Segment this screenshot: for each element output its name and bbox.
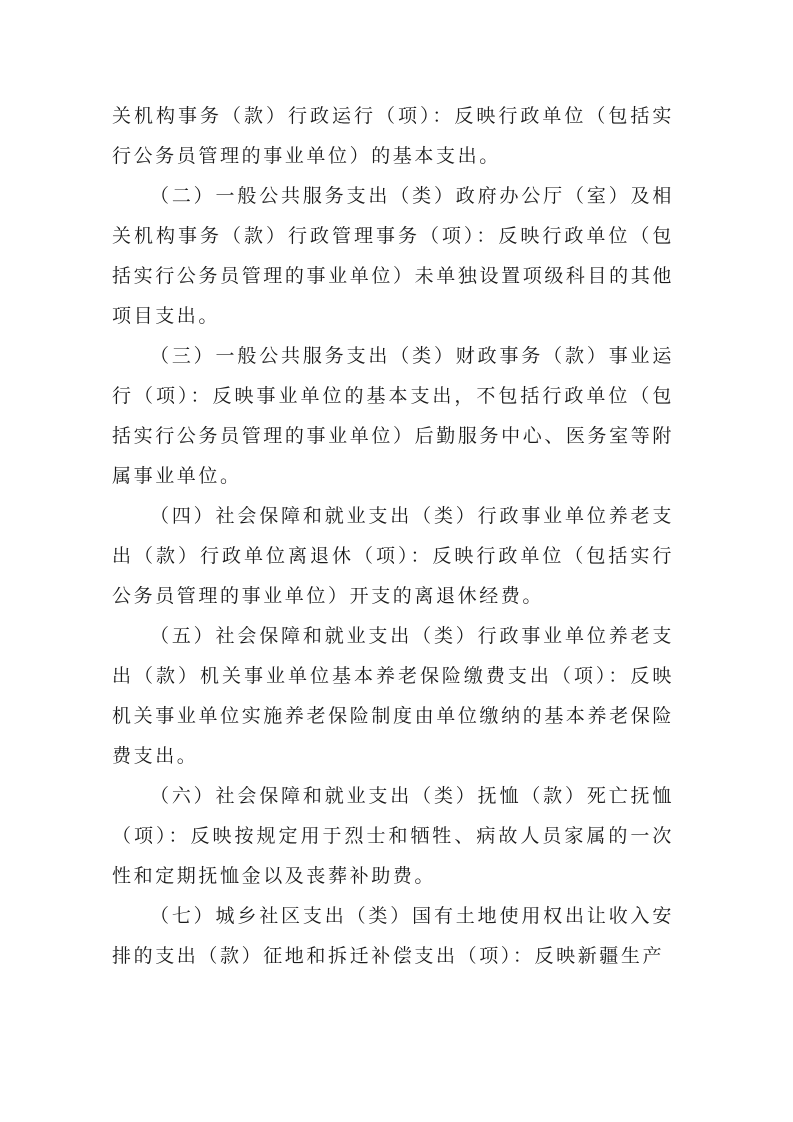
paragraph-item-2: （二）一般公共服务支出（类）政府办公厅（室）及相关机构事务（款）行政管理事务（项）：反映行政单位（包括实行公务员管理的事业单位）未单独设置项级科目的其他项目支出。	[112, 185, 674, 327]
document-body	[112, 96, 674, 976]
paragraph-item-3: （三）一般公共服务支出（类）财政事务（款）事业运行（项）：反映事业单位的基本支出，不包括行政单位（包括实行公务员管理的事业单位）后勤服务中心、医务室等附属事业单位。	[112, 345, 674, 487]
paragraph-item-7: （七）城乡社区支出（类）国有土地使用权出让收入安排的支出（款）征地和拆迁补偿支出（项）：反映新疆生产	[112, 905, 674, 967]
paragraph-continuation: 关机构事务（款）行政运行（项）：反映行政单位（包括实行公务员管理的事业单位）的基本支出。	[112, 105, 674, 167]
paragraph-item-6: （六）社会保障和就业支出（类）抚恤（款）死亡抚恤（项）：反映按规定用于烈士和牺牲、病故人员家属的一次性和定期抚恤金以及丧葬补助费。	[112, 785, 674, 887]
paragraph-item-5: （五）社会保障和就业支出（类）行政事业单位养老支出（款）机关事业单位基本养老保险缴费支出（项）：反映机关事业单位实施养老保险制度由单位缴纳的基本养老保险费支出。	[112, 625, 674, 767]
paragraph-item-4: （四）社会保障和就业支出（类）行政事业单位养老支出（款）行政单位离退休（项）：反映行政单位（包括实行公务员管理的事业单位）开支的离退休经费。	[112, 505, 674, 607]
